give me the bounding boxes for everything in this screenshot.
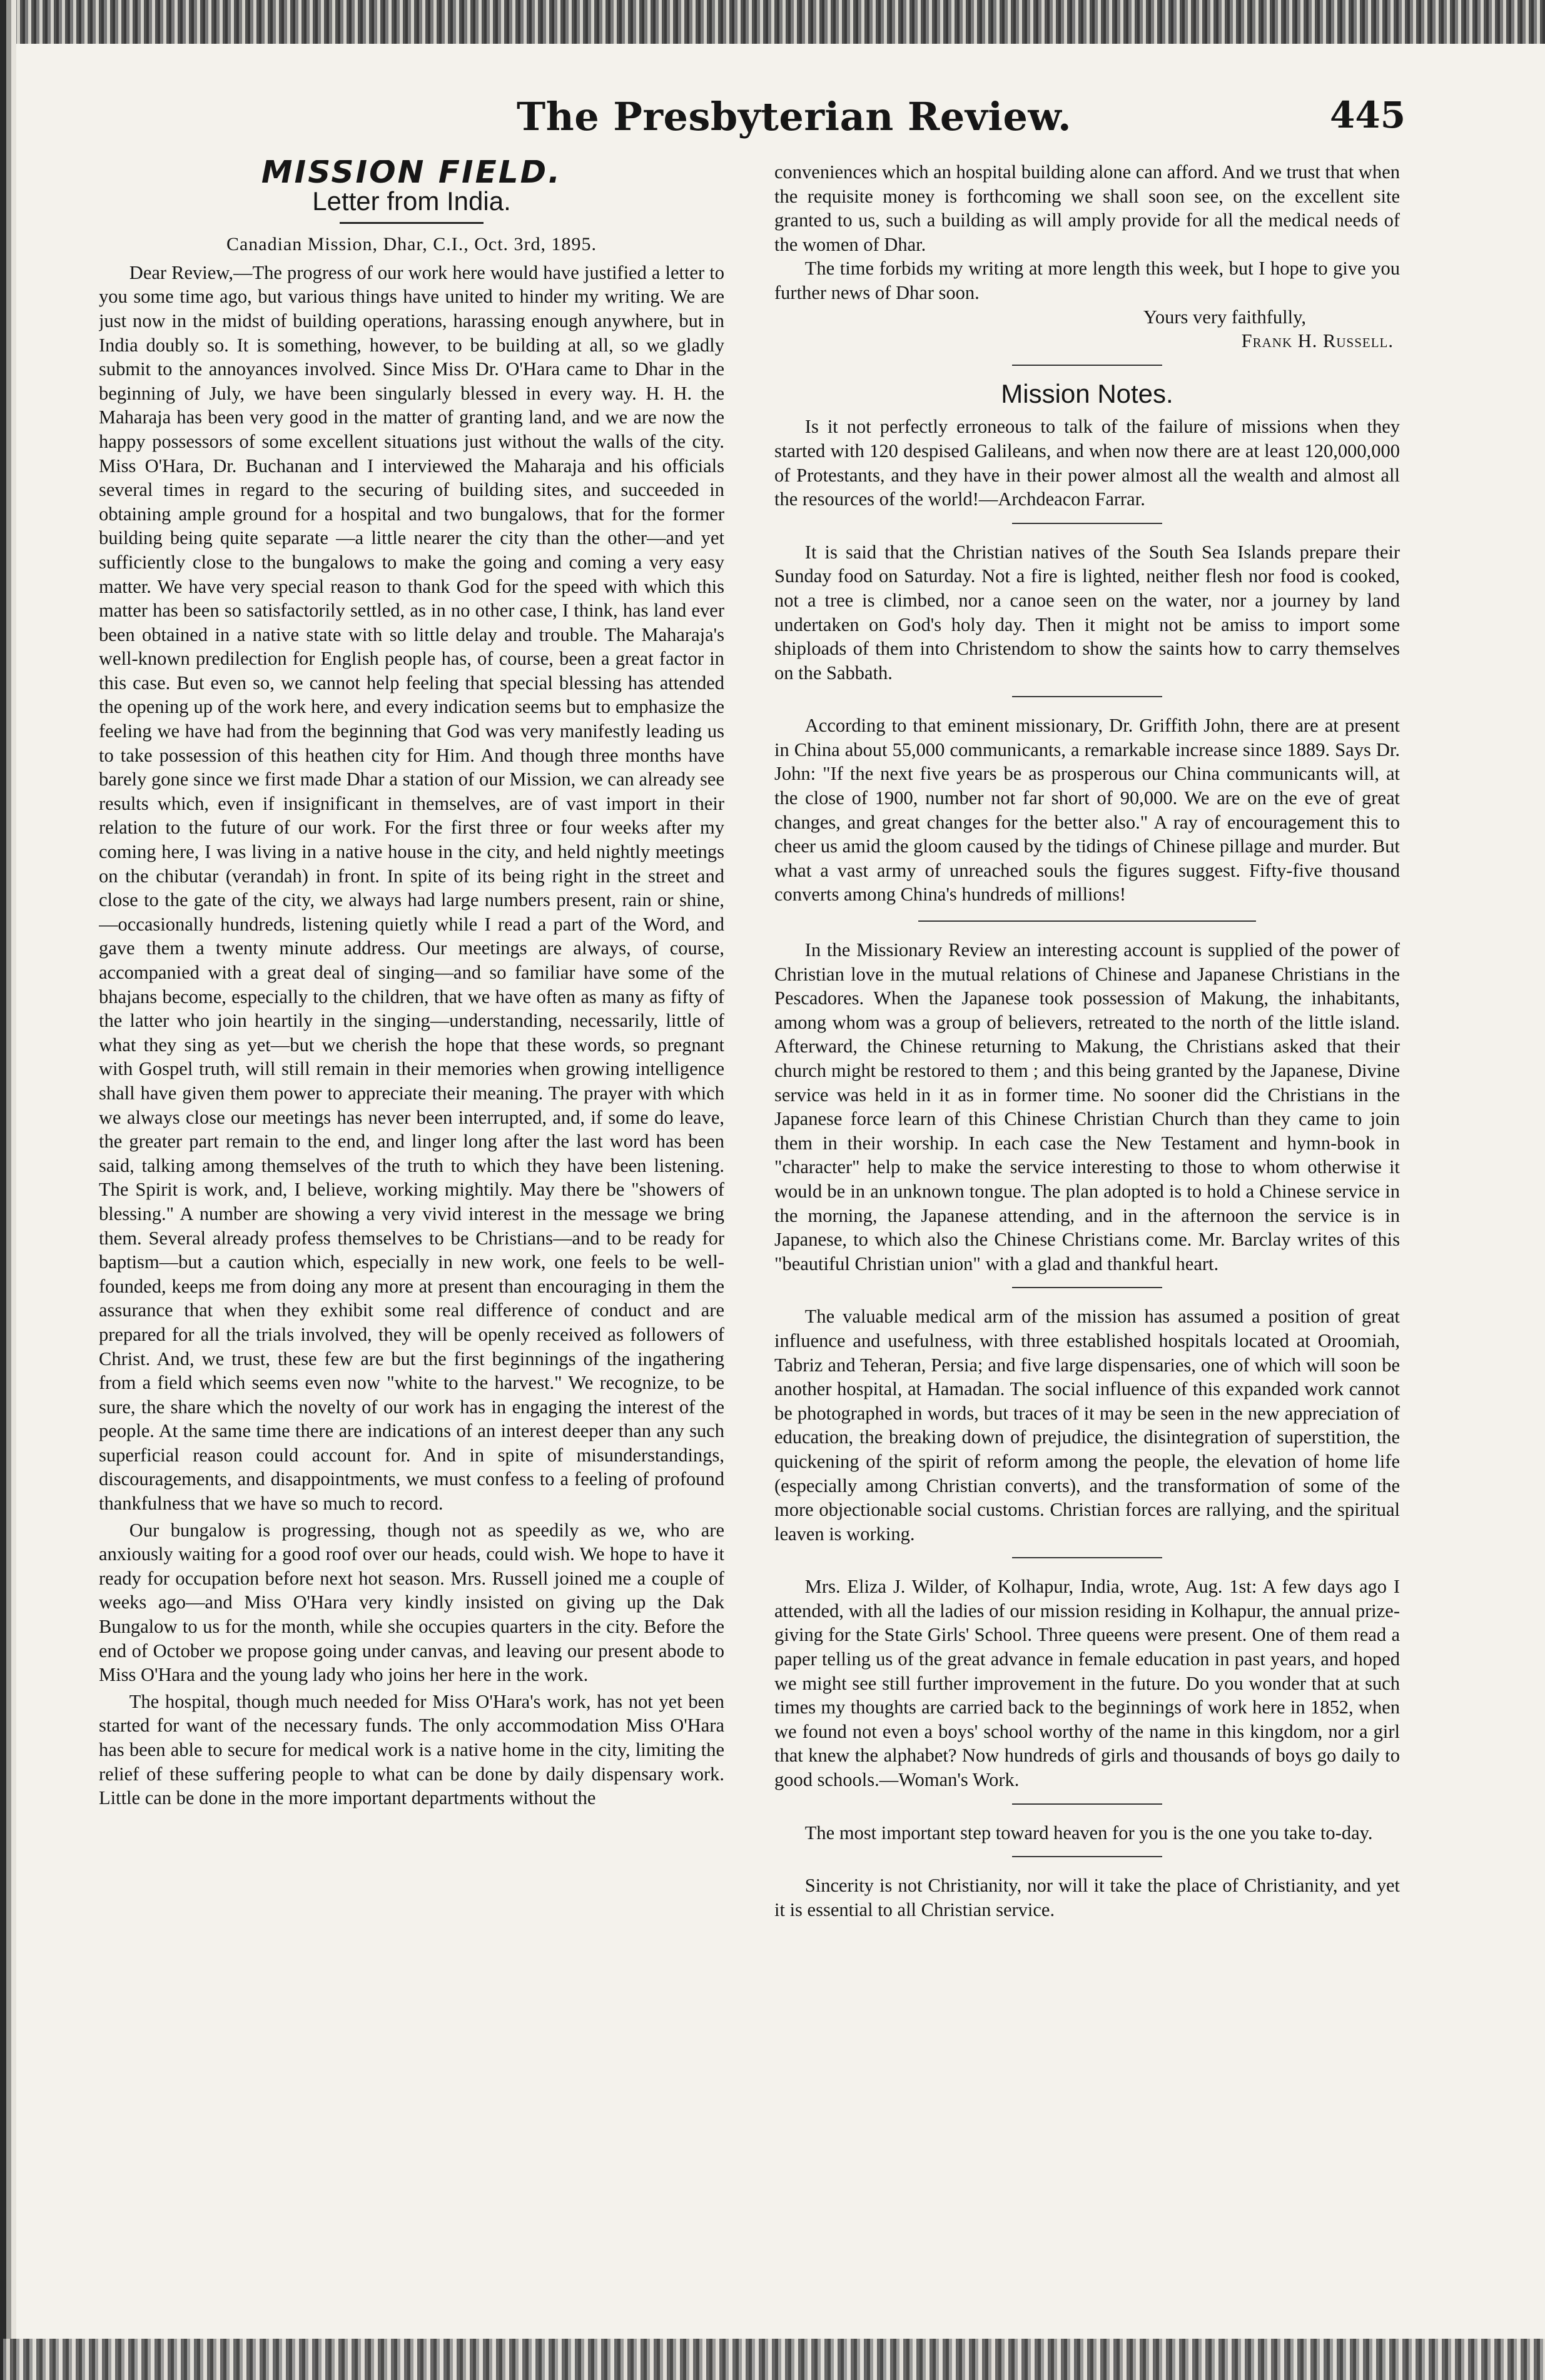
- letter-signoff: [774, 305, 1400, 353]
- closing-salutation: Yours very faithfully,: [1143, 306, 1306, 328]
- notes-title: Mission Notes.: [1001, 378, 1173, 408]
- note-item: The valuable medical arm of the mission has assumed a position of great influence and usefulness, with three established hospitals located at Oroomiah, Tabriz and Teheran, Persia; and five large dispensaries, one of which will soon be another hospital, at Hamadan. The social influence of this expanded work cannot be photographed in words, but traces of it may be seen in the new appreciation of education, the breaking down of prejudice, the disintegration of superstition, the quickening of the spirit of reform among the people, the elevation of home life (especially among Christian converts), and the transformation of some of the more objectionable social customs. Christian forces are rallying, and the spiritual leaven is working.: [774, 1306, 1400, 1545]
- letter-closing-paragraph: The time forbids my writing at more length this week, but I hope to give you further news of Dhar soon.: [774, 258, 1400, 303]
- scan-edge-left: [0, 0, 16, 2380]
- scan-edge-bottom: [0, 2339, 1545, 2380]
- page-number: 445: [1330, 94, 1406, 136]
- separator-rule: [1012, 696, 1162, 697]
- separator-rule: [1012, 365, 1162, 366]
- letter-paragraph: Dear Review,—The progress of our work here would have justified a letter to you some time ago, but various things have united to hinder my writing. We are just now in the midst of building operations, harassing enough anywhere, but in India doubly so. It is something, however, to be building at all, so we gladly submit to the annoyances involved. Since Miss Dr. O'Hara came to Dhar in the beginning of July, we have been singularly blessed in every way. H. H. the Maharaja has been very good in the matter of granting land, and we are now the happy possessors of some excellent situations just without the walls of the city. Miss O'Hara, Dr. Buchanan and I interviewed the Maharaja and his officials several times in regard to the securing of building sites, and succeeded in obtaining ample ground for a hospital and two bungalows, that for the former building being quite separate —a little nearer the city than the other—and yet sufficiently close to the bungalows to make the going and coming a very easy matter. We have very special reason to thank God for the speed with which this matter has been so satisfactorily settled, as in no other case, I think, has land ever been obtained in a native state with so little delay and trouble. The Maharaja's well-known predilection for English people has, of course, been a great factor in this case. But even so, we cannot help feeling that special blessing has attended the opening up of the work here, and every indication seems but to emphasize the feeling we have had from the beginning that God was very manifestly leading us to take possession of this heathen city for Him. And though three months have barely gone since we first made Dhar a station of our Mission, we can already see results which, even if insignificant in themselves, are of vast import in their relation to the future of our work. For the first three or four weeks after my coming here, I was living in a native house in the city, and held nightly meetings on the chibutar (verandah) in front. In spite of its being right in the street and close to the gate of the city, we always had large numbers present, rain or shine,—occasionally hundreds, listening quietly while I read a part of the Word, and gave them a twenty minute address. Our meetings are always, of course, accompanied with a great deal of singing—and so familiar have some of the bhajans become, especially to the children, that we have often as many as fifty of the latter who join heartily in the singing—understanding, necessarily, little of what they sing as yet—but we cherish the hope that these words, so pregnant with Gospel truth, will still remain in their memories when growing intelligence shall have given them power to appreciate their meaning. The prayer with which we always close our meetings has never been interrupted, and, if some do leave, the greater part remain to the end, and linger long after the last word has been said, talking among themselves of the truth to which they have been listening. The Spirit is work, and, I believe, working mightily. May there be "showers of blessing." A number are showing a very vivid interest in the message we bring them. Several already profess themselves to be Christians—and to be ready for baptism—but a caution which, especially in new work, one feels to be well-founded, keeps me from doing any more at present than encouraging in them the assurance that when they exhibit some real difference of conduct and are prepared for all the trials involved, they will be openly received as followers of Christ. And, we trust, these few are but the first beginnings of the ingathering from a field which seems even now "white to the harvest." We recognize, to be sure, the share which the novelty of our work has in engaging the interest of the people. At the same time there are indications of an interest deeper than any such superficial reason could account for. And in spite of misunderstandings, discouragements, and disappointments, we must confess to a feeling of profound thankfulness that we have so much to record.: [99, 261, 724, 1515]
- letter-paragraph: The hospital, though much needed for Miss O'Hara's work, has not yet been started for want of the necessary funds. The only accommodation Miss O'Hara has been able to secure for medical work is a native home in the city, limiting the relief of these suffering people to what can be done by daily dispensary work. Little can be done in the more important departments without the: [99, 1690, 724, 1809]
- separator-rule: [1012, 1287, 1162, 1288]
- right-column: [774, 160, 1400, 2299]
- note-item: According to that eminent missionary, Dr. Griffith John, there are at present in China about 55,000 communicants, a remarkable increase since 1889. Says Dr. John: "If the next five years be as prosperous our China communicants will, at the close of 1900, number not far short of 90,000. We are on the eve of great changes, and great changes for the better also." A ray of encouragement this to cheer us amid the gloom caused by the tidings of Chinese pillage and murder. But what a vast army of unreached souls the figures suggest. Fifty-five thousand converts among China's hundreds of millions!: [774, 715, 1400, 905]
- letter-paragraph: Our bungalow is progressing, though not as speedily as we, who are anxiously waiting for a good roof over our heads, could wish. We hope to have it ready for occupation before next hot season. Mrs. Russell joined me a couple of weeks ago—and Miss O'Hara very kindly insisted on giving up the Dak Bungalow to us for the month, while she occupies quarters in the city. Before the end of October we propose going under canvas, and leaving our present abode to Miss O'Hara and the young lady who joins her here in the work.: [99, 1519, 724, 1686]
- section-title: MISSION FIELD.: [261, 160, 562, 190]
- separator-rule: [918, 920, 1256, 922]
- signature: Frank H. Russell.: [1241, 330, 1394, 352]
- note-item: It is said that the Christian natives of the South Sea Islands prepare their Sunday food on Saturday. Not a fire is lighted, neither flesh nor food is cooked, not a tree is climbed, nor a canoe seen on the water, nor a journey by land undertaken on God's holy day. Then it might not be amiss to import some shiploads of them into Christendom to show the saints how to carry themselves on the Sabbath.: [774, 541, 1400, 683]
- running-title: The Presbyterian Review.: [517, 94, 1072, 139]
- scan-edge-top: [0, 0, 1545, 44]
- separator-rule: [1012, 1803, 1162, 1805]
- note-item: The most important step toward heaven for you is the one you take to-day.: [804, 1822, 1373, 1843]
- note-item: Sincerity is not Christianity, nor will it take the place of Christianity, and yet it is essential to all Christian service.: [774, 1875, 1400, 1920]
- separator-rule: [1012, 1557, 1162, 1558]
- letter-title: Letter from India.: [312, 186, 511, 216]
- separator-rule: [1012, 523, 1162, 524]
- left-column: [99, 160, 724, 2299]
- note-item: Mrs. Eliza J. Wilder, of Kolhapur, India, wrote, Aug. 1st: A few days ago I attended, with all the ladies of our mission residing in Kolhapur, the annual prize-giving for the State Girls' School. Three queens were present. One of them read a paper telling us of the great advance in female education in past years, and hoped we might see still further improvement in the future. Do you wonder that at such times my thoughts are carried back to the beginnings of work here in 1852, when we found not even a boys' school worthy of the name in this kingdom, nor a girl that knew the alphabet? Now hundreds of girls and thousands of boys go daily to good schools.—Woman's Work.: [774, 1576, 1400, 1791]
- page-header: [517, 94, 1455, 150]
- letter-continuation: conveniences which an hospital building alone can afford. And we trust that when the requisite money is forthcoming we shall soon see, on the excellent site granted to us, such a building as will amply provide for all the medical needs of the women of Dhar.: [774, 161, 1400, 255]
- title-rule: [340, 222, 484, 224]
- dateline: Canadian Mission, Dhar, C.I., Oct. 3rd, 1895.: [226, 234, 597, 255]
- separator-rule: [1012, 1856, 1162, 1857]
- note-item: In the Missionary Review an interesting account is supplied of the power of Christian love in the mutual relations of Chinese and Japanese Christians in the Pescadores. When the Japanese took possession of Makung, the inhabitants, among whom was a group of believers, retreated to the north of the little island. Afterward, the Chinese returning to Makung, the Christians asked that their church might be restored to them ; and this being granted by the Japanese, Divine service was held in it as in former time. No sooner did the Christians in the Japanese force learn of this Chinese Christian Church than they came to join them in their worship. In each case the New Testament and hymn-book in "character" help to make the service interesting to those to whom otherwise it would be in an unknown tongue. The plan adopted is to hold a Chinese service in the morning, the Japanese attending, and in the afternoon the service is in Japanese, to which also the Chinese Christians come. Mr. Barclay writes of this "beautiful Christian union" with a glad and thankful heart.: [774, 939, 1400, 1274]
- note-item: Is it not perfectly erroneous to talk of the failure of missions when they started with 120 despised Galileans, and when now there are at least 120,000,000 of Protestants, and they have in their power almost all the wealth and almost all the resources of the world!—Archdeacon Farrar.: [774, 416, 1400, 510]
